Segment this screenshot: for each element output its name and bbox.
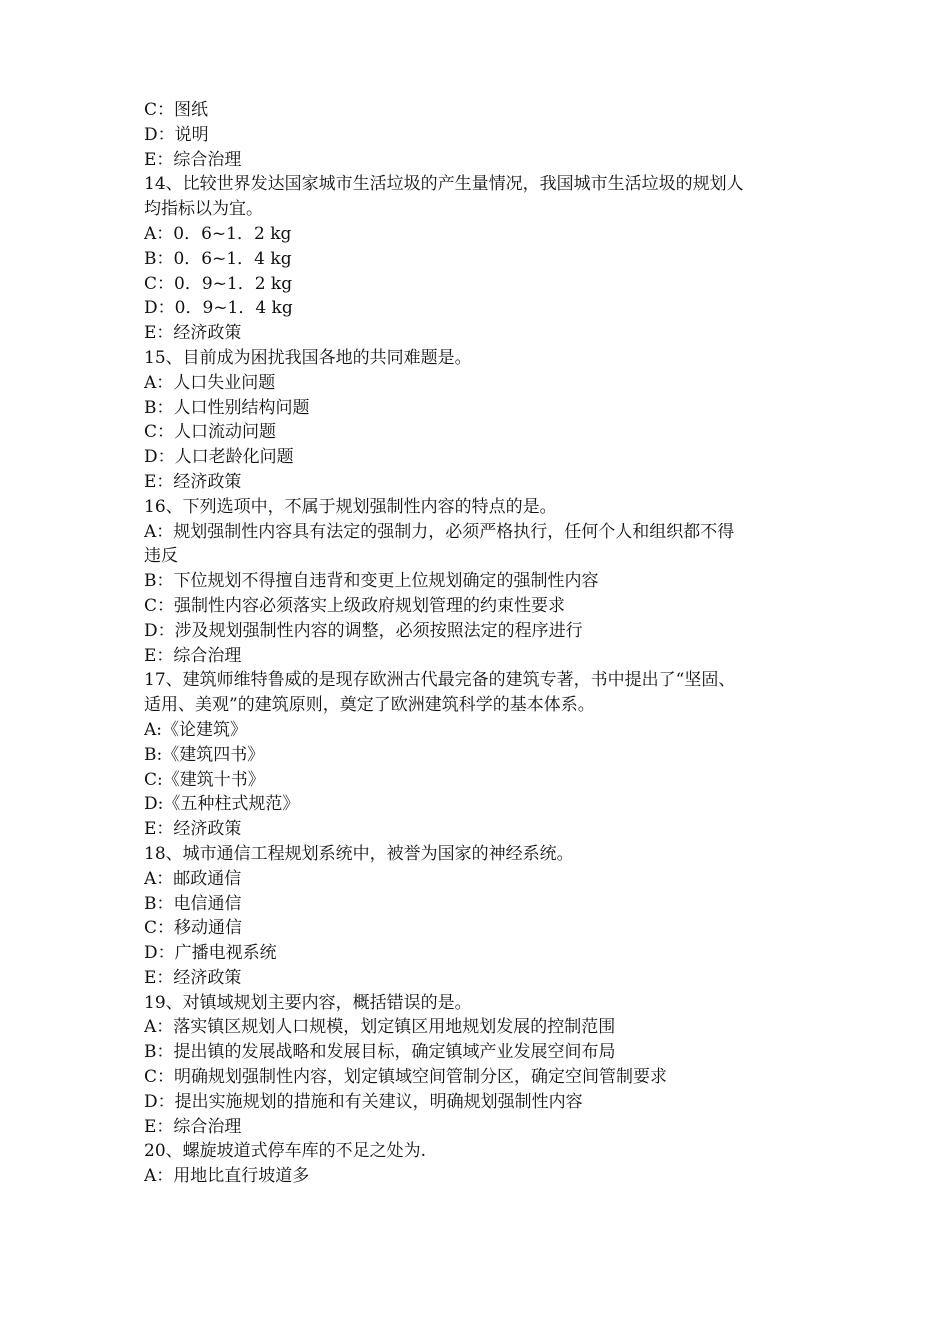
question-20-text: 20、螺旋坡道式停车库的不足之处为.: [144, 1141, 427, 1162]
question-19-option-b: B：提出镇的发展战略和发展目标，确定镇域产业发展空间布局: [144, 1042, 616, 1063]
option-c-text: C：图纸: [144, 100, 209, 120]
question-15-option-c: C：人口流动问题: [144, 422, 277, 443]
question-15-option-b: B：人口性别结构问题: [144, 397, 310, 418]
question-19-option-e: E：综合治理: [144, 1116, 242, 1137]
question-16-option-c: C：强制性内容必须落实上级政府规划管理的约束性要求: [144, 595, 566, 616]
question-17-option-b: B:《建筑四书》: [144, 744, 265, 765]
question-18-option-a: A：邮政通信: [144, 868, 242, 889]
option-e-text: E：综合治理: [144, 149, 242, 170]
question-19-option-c: C：明确规划强制性内容，划定镇域空间管制分区，确定空间管制要求: [144, 1067, 668, 1088]
question-17-option-a: A:《论建筑》: [144, 719, 248, 740]
option-d-text: D：说明: [144, 124, 209, 145]
question-20-option-a: A：用地比直行坡道多: [144, 1166, 310, 1187]
question-17-text: 17、建筑师维特鲁威的是现存欧洲古代最完备的建筑专著，书中提出了“坚固、: [144, 670, 736, 691]
question-18-option-c: C：移动通信: [144, 918, 243, 939]
question-19-text: 19、对镇域规划主要内容，概括错误的是。: [144, 992, 472, 1013]
question-17-text-continued: 适用、美观”的建筑原则，奠定了欧洲建筑科学的基本体系。: [144, 695, 595, 716]
question-16-text: 16、下列选项中，不属于规划强制性内容的特点的是。: [144, 496, 557, 517]
question-18-option-d: D：广播电视系统: [144, 943, 277, 964]
question-14-option-d: D：0．9~1．4 kg: [144, 298, 293, 319]
question-15-option-e: E：经济政策: [144, 471, 242, 492]
question-15-option-d: D：人口老龄化问题: [144, 447, 294, 468]
question-16-option-e: E：综合治理: [144, 645, 242, 666]
question-16-option-d: D：涉及规划强制性内容的调整，必须按照法定的程序进行: [144, 620, 583, 641]
question-19-option-d: D：提出实施规划的措施和有关建议，明确规划强制性内容: [144, 1091, 583, 1112]
question-17-option-c: C:《建筑十书》: [144, 769, 265, 790]
question-14-text-continued: 均指标以为宜。: [144, 199, 263, 220]
question-16-option-a-continued: 违反: [144, 546, 178, 567]
question-17-option-e: E：经济政策: [144, 819, 242, 840]
question-18-option-b: B：电信通信: [144, 893, 242, 914]
question-18-text: 18、城市通信工程规划系统中，被誉为国家的神经系统。: [144, 843, 574, 864]
question-16-option-b: B：下位规划不得擅自违背和变更上位规划确定的强制性内容: [144, 571, 599, 592]
question-14-option-a: A：0．6~1．2 kg: [144, 223, 292, 244]
question-15-text: 15、目前成为困扰我国各地的共同难题是。: [144, 347, 472, 368]
question-15-option-a: A：人口失业问题: [144, 372, 276, 393]
question-17-option-d: D:《五种柱式规范》: [144, 794, 300, 815]
question-14-option-c: C：0．9~1．2 kg: [144, 273, 293, 294]
question-16-option-a: A：规划强制性内容具有法定的强制力，必须严格执行，任何个人和组织都不得: [144, 521, 735, 542]
question-14-text: 14、比较世界发达国家城市生活垃圾的产生量情况，我国城市生活垃圾的规划人: [144, 174, 744, 195]
question-14-option-e: E：经济政策: [144, 323, 242, 344]
question-14-option-b: B：0．6~1．4 kg: [144, 248, 292, 269]
document-text-block: [144, 98, 824, 1189]
question-18-option-e: E：经济政策: [144, 967, 242, 988]
question-19-option-a: A：落实镇区规划人口规模，划定镇区用地规划发展的控制范围: [144, 1017, 616, 1038]
